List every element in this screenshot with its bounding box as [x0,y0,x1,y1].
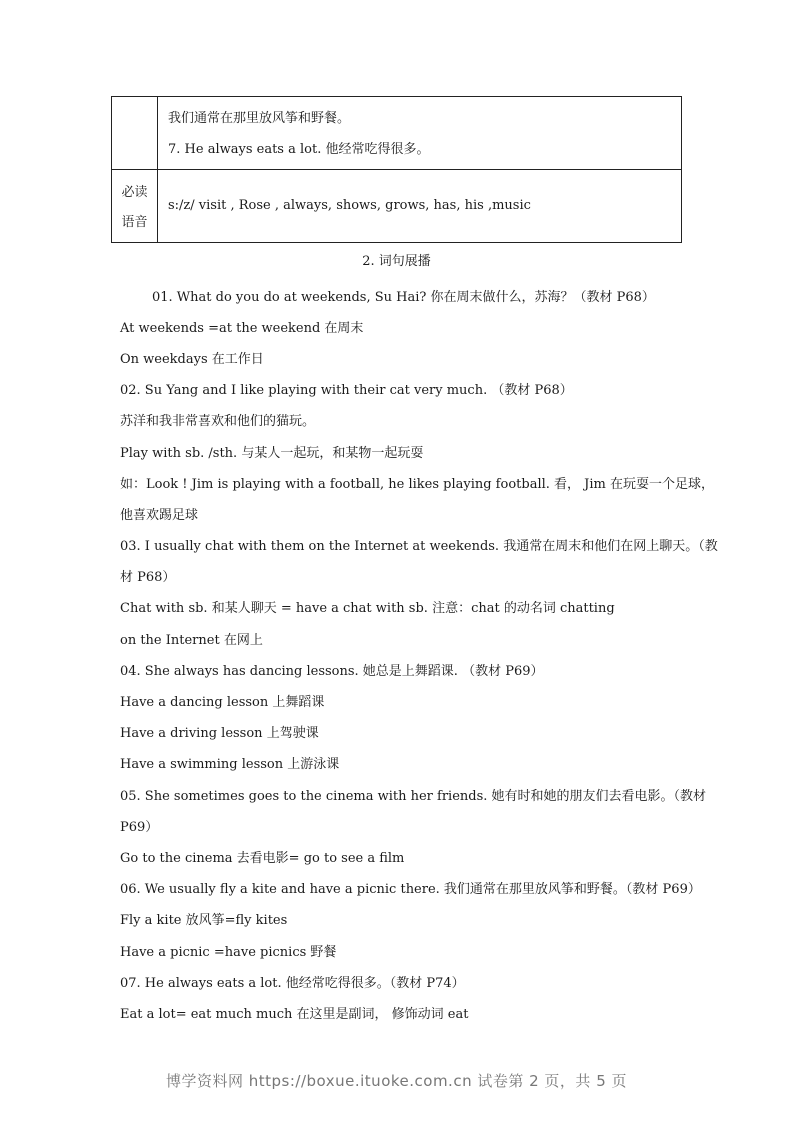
text-line: P69） [120,819,159,835]
text-line: 04. She always has dancing lessons. 她总是上舞蹈课. （教材 P69） [120,663,544,679]
table-content-cell [158,170,682,243]
document-body [120,282,718,1031]
table-line: 我们通常在那里放风筝和野餐。 [168,111,351,126]
text-line: Go to the cinema 去看电影= go to see a film [120,850,405,866]
text-line: 05. She sometimes goes to the cinema with her friends. 她有时和她的朋友们去看电影。（教材 [120,788,707,804]
text-line: Have a driving lesson 上驾驶课 [120,726,319,742]
row2-label-line2: 语音 [121,215,148,230]
text-line: 03. I usually chat with them on the Internet at weekends. 我通常在周末和他们在网上聊天。（教 [120,539,718,555]
text-line: 07. He always eats a lot. 他经常吃得很多。（教材 P74） [120,975,465,991]
row1-label [112,97,157,105]
text-line: Play with sb. /sth. 与某人一起玩，和某物一起玩耍 [120,445,424,461]
text-line: 06. We usually fly a kite and have a picnic there. 我们通常在那里放风筝和野餐。（教材 P69） [120,882,701,898]
page-footer: 博学资料网 https://boxue.ituoke.com.cn 试卷第 2 页，共 5 页 [165,1072,628,1090]
phonetics-content: s:/z/ visit , Rose , always, shows, grows, has, his ,music [168,198,531,213]
table-line: 7. He always eats a lot. 他经常吃得很多。 [168,142,430,157]
text-line: 01. What do you do at weekends, Su Hai? 你在周末做什么，苏海？（教材 P68） [152,289,655,305]
text-line: At weekends =at the weekend 在周末 [120,320,364,336]
text-line: 他喜欢踢足球 [120,507,199,523]
text-line: Have a swimming lesson 上游泳课 [120,757,340,773]
text-line: on the Internet 在网上 [120,632,263,648]
vocab-table [111,96,682,243]
text-line: Fly a kite 放风筝=fly kites [120,913,288,929]
table-row [112,170,682,243]
text-line: 如：Look ! Jim is playing with a football, he likes playing football. 看， Jim 在玩耍一个足球， [120,476,714,492]
text-line: Chat with sb. 和某人聊天 = have a chat with sb. 注意：chat 的动名词 chatting [120,601,615,617]
text-line: 02. Su Yang and I like playing with their cat very much. （教材 P68） [120,383,573,399]
table-row [112,97,682,170]
table-content-cell [158,97,682,170]
text-line: 材 P68） [120,570,176,586]
table-label-cell [112,97,158,170]
section-title: 2. 词句展播 [362,254,431,269]
text-line: 苏洋和我非常喜欢和他们的猫玩。 [120,414,316,430]
text-line: On weekdays 在工作日 [120,351,264,367]
table-label-cell [112,170,158,243]
text-line: Have a picnic =have picnics 野餐 [120,944,337,960]
text-line: Eat a lot= eat much much 在这里是副词， 修饰动词 eat [120,1006,469,1022]
text-line: Have a dancing lesson 上舞蹈课 [120,695,325,711]
row2-label-line1: 必读 [121,185,148,200]
